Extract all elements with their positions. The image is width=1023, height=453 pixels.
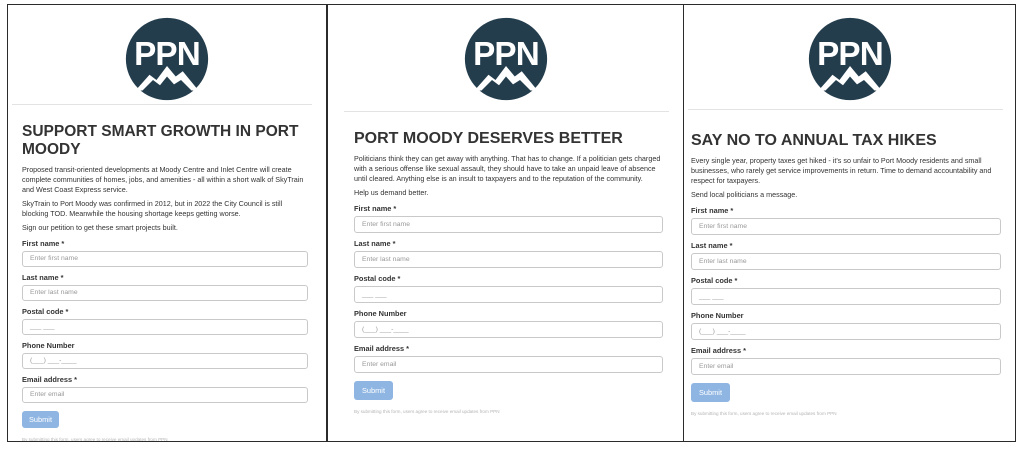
logo-header bbox=[684, 5, 1015, 110]
description-paragraph: Every single year, property taxes get hiked - it's so unfair to Port Moody residents and small businesses, who rarely get service improvements in return. Time to demand accountability and respect for taxpayers. bbox=[691, 156, 992, 185]
first-name-input[interactable]: Enter first name bbox=[354, 216, 663, 233]
last-name-input[interactable]: Enter last name bbox=[354, 251, 663, 268]
logo-lettering: PPN bbox=[816, 36, 883, 74]
petition-form-section bbox=[22, 123, 308, 442]
petition-panel-deserves-better bbox=[327, 4, 684, 442]
last-name-input[interactable]: Enter last name bbox=[691, 253, 1001, 270]
logo-header bbox=[8, 5, 326, 105]
email-label: Email address * bbox=[354, 344, 410, 353]
email-input[interactable]: Enter email bbox=[691, 358, 1001, 375]
logo-lettering: PPN bbox=[472, 36, 539, 74]
petition-panel-smart-growth bbox=[7, 4, 327, 442]
petition-panel-tax-hikes bbox=[683, 4, 1016, 442]
phone-number-label: Phone Number bbox=[691, 311, 744, 320]
consent-fine-print: By submitting this form, users agree to receive email updates from PPN bbox=[691, 411, 837, 416]
consent-fine-print: By submitting this form, users agree to receive email updates from PPN bbox=[354, 409, 500, 414]
ppn-logo bbox=[123, 17, 211, 101]
page-title: SUPPORT SMART GROWTH IN PORT MOODY bbox=[22, 123, 299, 158]
header-divider bbox=[344, 111, 669, 112]
ppn-logo bbox=[806, 17, 894, 101]
first-name-input[interactable]: Enter first name bbox=[22, 251, 308, 267]
postal-code-input[interactable]: ___ ___ bbox=[354, 286, 663, 303]
postal-code-label: Postal code * bbox=[22, 307, 69, 316]
description-paragraph: Politicians think they can get away with anything. That has to change. If a politician gets charged with a serious offense like sexual assault, they should have to take an unpaid leave of absence until cleared. Anything else is an insult to taxpayers and to the reputation of the community. bbox=[354, 154, 661, 183]
postal-code-input[interactable]: ___ ___ bbox=[691, 288, 1001, 305]
first-name-input[interactable]: Enter first name bbox=[691, 218, 1001, 235]
postal-code-label: Postal code * bbox=[691, 276, 738, 285]
phone-number-label: Phone Number bbox=[354, 309, 407, 318]
email-input[interactable]: Enter email bbox=[22, 387, 308, 403]
description-paragraph: Help us demand better. bbox=[354, 188, 429, 197]
phone-number-input[interactable]: (___) ___-____ bbox=[354, 321, 663, 338]
header-divider bbox=[12, 104, 312, 105]
first-name-label: First name * bbox=[691, 206, 734, 215]
phone-number-input[interactable]: (___) ___-____ bbox=[691, 323, 1001, 340]
consent-fine-print: By submitting this form, users agree to receive email updates from PPN bbox=[22, 437, 168, 442]
phone-number-input[interactable]: (___) ___-____ bbox=[22, 353, 308, 369]
email-label: Email address * bbox=[22, 375, 78, 384]
logo-lettering: PPN bbox=[134, 36, 200, 74]
description-paragraph: Sign our petition to get these smart projects built. bbox=[22, 223, 178, 232]
first-name-label: First name * bbox=[354, 204, 397, 213]
petition-form-section bbox=[354, 130, 663, 414]
description-paragraph: Proposed transit-oriented developments at Moody Centre and Inlet Centre will create complete communities of homes, jobs, and amenities - all within a short walk of SkyTrain and West Coast Express service. bbox=[22, 165, 304, 194]
postal-code-label: Postal code * bbox=[354, 274, 401, 283]
header-divider bbox=[688, 109, 1003, 110]
ppn-logo bbox=[462, 17, 550, 101]
description-paragraph: Send local politicians a message. bbox=[691, 190, 798, 199]
last-name-label: Last name * bbox=[22, 273, 64, 282]
page-title: SAY NO TO ANNUAL TAX HIKES bbox=[691, 132, 937, 149]
email-input[interactable]: Enter email bbox=[354, 356, 663, 373]
phone-number-label: Phone Number bbox=[22, 341, 75, 350]
last-name-label: Last name * bbox=[354, 239, 396, 248]
page-title: PORT MOODY DESERVES BETTER bbox=[354, 130, 623, 147]
description-paragraph: SkyTrain to Port Moody was confirmed in 2012, but in 2022 the City Council is still blocking TOD. Meanwhile the housing shortage keeps getting worse. bbox=[22, 199, 283, 218]
email-label: Email address * bbox=[691, 346, 747, 355]
logo-header bbox=[328, 5, 683, 112]
last-name-input[interactable]: Enter last name bbox=[22, 285, 308, 301]
postal-code-input[interactable]: ___ ___ bbox=[22, 319, 308, 335]
last-name-label: Last name * bbox=[691, 241, 733, 250]
submit-button[interactable]: Submit bbox=[354, 381, 393, 400]
submit-button[interactable]: Submit bbox=[22, 411, 59, 428]
petition-form-section bbox=[691, 132, 1001, 416]
first-name-label: First name * bbox=[22, 239, 65, 248]
submit-button[interactable]: Submit bbox=[691, 383, 730, 402]
